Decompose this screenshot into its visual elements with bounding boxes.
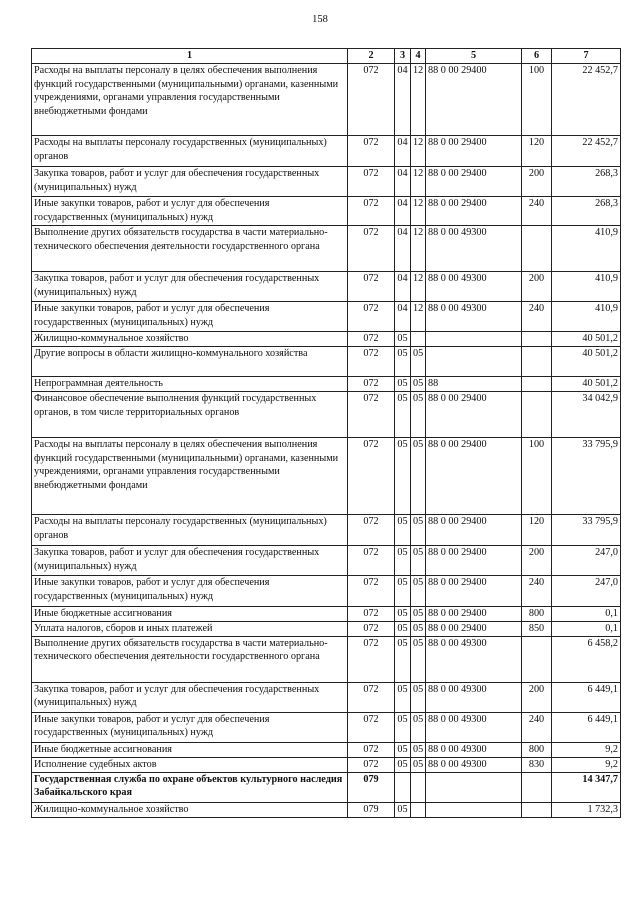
subsection-code: 12 bbox=[411, 197, 426, 226]
row-name: Иные закупки товаров, работ и услуг для обеспечения государственных (муниципальных) нужд bbox=[32, 197, 348, 226]
subsection-code: 05 bbox=[411, 438, 426, 515]
subsection-code: 05 bbox=[411, 757, 426, 772]
table-row bbox=[32, 712, 621, 742]
amount: 33 795,9 bbox=[552, 515, 621, 546]
ministry-code: 072 bbox=[348, 332, 395, 347]
ministry-code: 072 bbox=[348, 607, 395, 622]
table-row bbox=[32, 757, 621, 772]
subsection-code: 05 bbox=[411, 576, 426, 607]
subsection-code: 05 bbox=[411, 515, 426, 546]
section-code: 05 bbox=[395, 742, 411, 757]
amount: 268,3 bbox=[552, 167, 621, 197]
subsection-code: 05 bbox=[411, 607, 426, 622]
amount: 410,9 bbox=[552, 302, 621, 332]
table-row bbox=[32, 136, 621, 167]
target-item-code: 88 0 00 29400 bbox=[426, 392, 522, 438]
amount: 6 458,2 bbox=[552, 636, 621, 682]
row-name: Иные закупки товаров, работ и услуг для обеспечения государственных (муниципальных) нужд bbox=[32, 712, 348, 742]
amount: 40 501,2 bbox=[552, 347, 621, 377]
column-header: 2 bbox=[348, 49, 395, 64]
ministry-code: 072 bbox=[348, 515, 395, 546]
section-code: 05 bbox=[395, 636, 411, 682]
row-name: Иные бюджетные ассигнования bbox=[32, 607, 348, 622]
section-code: 05 bbox=[395, 332, 411, 347]
subsection-code: 12 bbox=[411, 272, 426, 302]
ministry-code: 072 bbox=[348, 576, 395, 607]
subsection-code: 05 bbox=[411, 712, 426, 742]
amount: 1 732,3 bbox=[552, 802, 621, 817]
amount: 9,2 bbox=[552, 742, 621, 757]
target-item-code: 88 0 00 49300 bbox=[426, 742, 522, 757]
ministry-code: 072 bbox=[348, 197, 395, 226]
amount: 247,0 bbox=[552, 546, 621, 576]
table-row bbox=[32, 377, 621, 392]
table-row bbox=[32, 332, 621, 347]
section-code: 04 bbox=[395, 302, 411, 332]
table-row bbox=[32, 622, 621, 637]
amount: 40 501,2 bbox=[552, 377, 621, 392]
subsection-code: 05 bbox=[411, 347, 426, 377]
subsection-code: 05 bbox=[411, 682, 426, 712]
target-item-code: 88 bbox=[426, 377, 522, 392]
row-name: Иные закупки товаров, работ и услуг для обеспечения государственных (муниципальных) нужд bbox=[32, 302, 348, 332]
table-row bbox=[32, 607, 621, 622]
section-code: 04 bbox=[395, 272, 411, 302]
subsection-code: 12 bbox=[411, 226, 426, 272]
ministry-code: 072 bbox=[348, 64, 395, 136]
row-name: Исполнение судебных актов bbox=[32, 757, 348, 772]
section-code: 05 bbox=[395, 392, 411, 438]
section-code: 05 bbox=[395, 622, 411, 637]
expense-type-code: 240 bbox=[522, 712, 552, 742]
ministry-code: 072 bbox=[348, 136, 395, 167]
ministry-code: 072 bbox=[348, 272, 395, 302]
ministry-code: 072 bbox=[348, 712, 395, 742]
expense-type-code: 200 bbox=[522, 682, 552, 712]
subsection-code: 12 bbox=[411, 64, 426, 136]
target-item-code: 88 0 00 49300 bbox=[426, 757, 522, 772]
section-code: 05 bbox=[395, 607, 411, 622]
subsection-code: 12 bbox=[411, 136, 426, 167]
subsection-code: 05 bbox=[411, 622, 426, 637]
target-item-code: 88 0 00 29400 bbox=[426, 136, 522, 167]
subsection-code bbox=[411, 802, 426, 817]
column-header: 1 bbox=[32, 49, 348, 64]
row-name: Иные бюджетные ассигнования bbox=[32, 742, 348, 757]
ministry-code: 072 bbox=[348, 682, 395, 712]
amount: 14 347,7 bbox=[552, 772, 621, 802]
target-item-code: 88 0 00 49300 bbox=[426, 272, 522, 302]
subsection-code bbox=[411, 332, 426, 347]
expense-type-code: 240 bbox=[522, 576, 552, 607]
expense-type-code: 850 bbox=[522, 622, 552, 637]
section-code: 04 bbox=[395, 167, 411, 197]
target-item-code: 88 0 00 29400 bbox=[426, 438, 522, 515]
expense-type-code bbox=[522, 636, 552, 682]
expense-type-code bbox=[522, 332, 552, 347]
amount: 22 452,7 bbox=[552, 136, 621, 167]
ministry-code: 072 bbox=[348, 226, 395, 272]
section-code: 04 bbox=[395, 64, 411, 136]
table-row bbox=[32, 742, 621, 757]
table-row bbox=[32, 772, 621, 802]
row-name: Иные закупки товаров, работ и услуг для обеспечения государственных (муниципальных) нужд bbox=[32, 576, 348, 607]
expense-type-code: 800 bbox=[522, 607, 552, 622]
table-row bbox=[32, 302, 621, 332]
target-item-code: 88 0 00 29400 bbox=[426, 197, 522, 226]
ministry-code: 072 bbox=[348, 392, 395, 438]
expense-type-code: 100 bbox=[522, 64, 552, 136]
row-name: Закупка товаров, работ и услуг для обеспечения государственных (муниципальных) нужд bbox=[32, 546, 348, 576]
section-code: 04 bbox=[395, 197, 411, 226]
amount: 0,1 bbox=[552, 607, 621, 622]
table-row bbox=[32, 226, 621, 272]
table-row bbox=[32, 392, 621, 438]
expense-type-code bbox=[522, 392, 552, 438]
target-item-code: 88 0 00 49300 bbox=[426, 226, 522, 272]
target-item-code bbox=[426, 332, 522, 347]
expense-type-code bbox=[522, 226, 552, 272]
target-item-code: 88 0 00 29400 bbox=[426, 546, 522, 576]
amount: 34 042,9 bbox=[552, 392, 621, 438]
ministry-code: 072 bbox=[348, 636, 395, 682]
ministry-code: 072 bbox=[348, 742, 395, 757]
expense-type-code: 830 bbox=[522, 757, 552, 772]
subsection-code bbox=[411, 772, 426, 802]
section-code: 05 bbox=[395, 377, 411, 392]
row-name: Расходы на выплаты персоналу государственных (муниципальных) органов bbox=[32, 136, 348, 167]
section-code: 05 bbox=[395, 515, 411, 546]
row-name: Выполнение других обязательств государства в части материально-технического обеспечения деятельности государственного органа bbox=[32, 636, 348, 682]
subsection-code: 05 bbox=[411, 742, 426, 757]
amount: 410,9 bbox=[552, 226, 621, 272]
row-name: Закупка товаров, работ и услуг для обеспечения государственных (муниципальных) нужд bbox=[32, 167, 348, 197]
column-header: 6 bbox=[522, 49, 552, 64]
section-code: 04 bbox=[395, 136, 411, 167]
expense-type-code: 100 bbox=[522, 438, 552, 515]
ministry-code: 072 bbox=[348, 438, 395, 515]
subsection-code: 05 bbox=[411, 377, 426, 392]
section-code: 05 bbox=[395, 438, 411, 515]
subsection-code: 12 bbox=[411, 302, 426, 332]
amount: 6 449,1 bbox=[552, 682, 621, 712]
expense-type-code: 200 bbox=[522, 167, 552, 197]
target-item-code: 88 0 00 29400 bbox=[426, 64, 522, 136]
table-row bbox=[32, 682, 621, 712]
table-body bbox=[32, 64, 621, 818]
ministry-code: 072 bbox=[348, 167, 395, 197]
expense-type-code: 120 bbox=[522, 136, 552, 167]
ministry-code: 072 bbox=[348, 622, 395, 637]
row-name: Расходы на выплаты персоналу государственных (муниципальных) органов bbox=[32, 515, 348, 546]
ministry-code: 072 bbox=[348, 377, 395, 392]
row-name: Закупка товаров, работ и услуг для обеспечения государственных (муниципальных) нужд bbox=[32, 272, 348, 302]
table-row bbox=[32, 167, 621, 197]
table-row bbox=[32, 546, 621, 576]
table-header-row bbox=[32, 49, 621, 64]
amount: 33 795,9 bbox=[552, 438, 621, 515]
expense-type-code: 240 bbox=[522, 197, 552, 226]
target-item-code bbox=[426, 772, 522, 802]
amount: 9,2 bbox=[552, 757, 621, 772]
target-item-code: 88 0 00 49300 bbox=[426, 682, 522, 712]
section-code: 05 bbox=[395, 802, 411, 817]
row-name: Жилищно-коммунальное хозяйство bbox=[32, 332, 348, 347]
section-code: 04 bbox=[395, 226, 411, 272]
table-row bbox=[32, 636, 621, 682]
target-item-code: 88 0 00 29400 bbox=[426, 576, 522, 607]
target-item-code bbox=[426, 802, 522, 817]
ministry-code: 072 bbox=[348, 302, 395, 332]
page-number: 158 bbox=[312, 14, 328, 25]
ministry-code: 079 bbox=[348, 802, 395, 817]
expense-type-code: 200 bbox=[522, 272, 552, 302]
row-name: Жилищно-коммунальное хозяйство bbox=[32, 802, 348, 817]
column-header: 3 bbox=[395, 49, 411, 64]
budget-table bbox=[31, 48, 621, 818]
section-code: 05 bbox=[395, 682, 411, 712]
table-row bbox=[32, 347, 621, 377]
section-code: 05 bbox=[395, 347, 411, 377]
amount: 268,3 bbox=[552, 197, 621, 226]
ministry-code: 072 bbox=[348, 347, 395, 377]
section-code: 05 bbox=[395, 576, 411, 607]
column-header: 7 bbox=[552, 49, 621, 64]
section-code: 05 bbox=[395, 757, 411, 772]
section-code: 05 bbox=[395, 712, 411, 742]
row-name: Финансовое обеспечение выполнения функций государственных органов, в том числе территориальных органов bbox=[32, 392, 348, 438]
row-name: Уплата налогов, сборов и иных платежей bbox=[32, 622, 348, 637]
target-item-code: 88 0 00 29400 bbox=[426, 515, 522, 546]
table-row bbox=[32, 272, 621, 302]
column-header: 4 bbox=[411, 49, 426, 64]
table-row bbox=[32, 802, 621, 817]
subsection-code: 12 bbox=[411, 167, 426, 197]
row-name: Расходы на выплаты персоналу в целях обеспечения выполнения функций государственными (муниципальными) органами, казенными учреждениями, органами управления государственными внебюджетными фондами bbox=[32, 438, 348, 515]
target-item-code: 88 0 00 29400 bbox=[426, 622, 522, 637]
table-row bbox=[32, 515, 621, 546]
target-item-code: 88 0 00 49300 bbox=[426, 302, 522, 332]
table-row bbox=[32, 438, 621, 515]
target-item-code: 88 0 00 29400 bbox=[426, 167, 522, 197]
expense-type-code bbox=[522, 377, 552, 392]
amount: 22 452,7 bbox=[552, 64, 621, 136]
expense-type-code bbox=[522, 802, 552, 817]
row-name: Государственная служба по охране объектов культурного наследия Забайкальского края bbox=[32, 772, 348, 802]
section-code: 05 bbox=[395, 546, 411, 576]
expense-type-code: 200 bbox=[522, 546, 552, 576]
target-item-code: 88 0 00 49300 bbox=[426, 712, 522, 742]
target-item-code bbox=[426, 347, 522, 377]
amount: 6 449,1 bbox=[552, 712, 621, 742]
expense-type-code: 120 bbox=[522, 515, 552, 546]
subsection-code: 05 bbox=[411, 546, 426, 576]
amount: 247,0 bbox=[552, 576, 621, 607]
expense-type-code bbox=[522, 772, 552, 802]
row-name: Закупка товаров, работ и услуг для обеспечения государственных (муниципальных) нужд bbox=[32, 682, 348, 712]
ministry-code: 072 bbox=[348, 757, 395, 772]
table-row bbox=[32, 64, 621, 136]
table-row bbox=[32, 576, 621, 607]
expense-type-code: 240 bbox=[522, 302, 552, 332]
row-name: Непрограммная деятельность bbox=[32, 377, 348, 392]
target-item-code: 88 0 00 49300 bbox=[426, 636, 522, 682]
ministry-code: 079 bbox=[348, 772, 395, 802]
row-name: Расходы на выплаты персоналу в целях обеспечения выполнения функций государственными (муниципальными) органами, казенными учреждениями, органами управления государственными внебюджетными фондами bbox=[32, 64, 348, 136]
subsection-code: 05 bbox=[411, 636, 426, 682]
subsection-code: 05 bbox=[411, 392, 426, 438]
target-item-code: 88 0 00 29400 bbox=[426, 607, 522, 622]
section-code bbox=[395, 772, 411, 802]
amount: 0,1 bbox=[552, 622, 621, 637]
expense-type-code bbox=[522, 347, 552, 377]
expense-type-code: 800 bbox=[522, 742, 552, 757]
row-name: Другие вопросы в области жилищно-коммунального хозяйства bbox=[32, 347, 348, 377]
amount: 40 501,2 bbox=[552, 332, 621, 347]
ministry-code: 072 bbox=[348, 546, 395, 576]
amount: 410,9 bbox=[552, 272, 621, 302]
column-header: 5 bbox=[426, 49, 522, 64]
row-name: Выполнение других обязательств государства в части материально-технического обеспечения деятельности государственного органа bbox=[32, 226, 348, 272]
table-row bbox=[32, 197, 621, 226]
